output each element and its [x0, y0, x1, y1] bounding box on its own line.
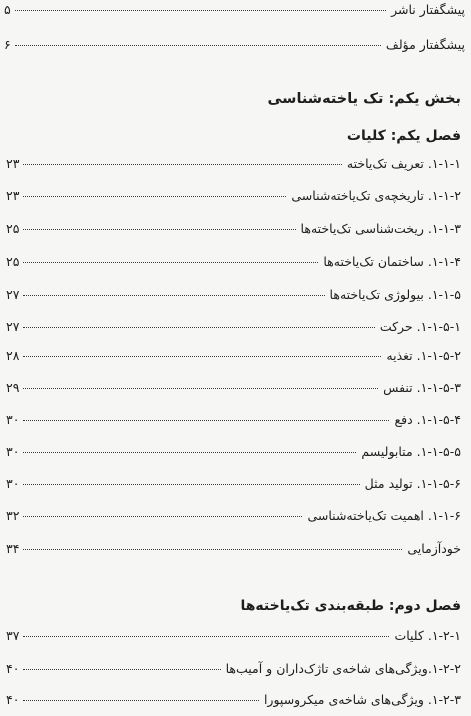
toc-entry-page: ۳۰ — [6, 476, 20, 491]
toc-entry-title: ۱-۱-۴. ساختمان تک‌یاخته‌ها — [323, 254, 461, 269]
toc-entry-title: ۱-۱-۶. اهمیت تک‌یاخته‌شناسی — [307, 508, 461, 523]
toc-entry-author-foreword[interactable] — [4, 37, 465, 53]
chapter-heading: فصل یکم: کلیات — [346, 128, 461, 144]
leader-dots — [23, 388, 378, 389]
toc-entry[interactable] — [6, 628, 461, 644]
toc-entry[interactable] — [6, 476, 461, 492]
part-heading: بخش یکم: تک یاخته‌شناسی — [267, 91, 461, 107]
toc-entry[interactable] — [6, 319, 461, 335]
leader-dots — [23, 516, 302, 517]
toc-entry-title: ۱-۱-۱. تعریف تک‌یاخته — [346, 156, 461, 171]
leader-dots — [23, 229, 295, 230]
toc-entry[interactable] — [6, 287, 461, 303]
toc-entry-title: ۱-۲-۲.ویژگی‌های شاخه‌ی تاژک‌داران و آمیب‌ها — [225, 661, 461, 676]
leader-dots — [23, 636, 389, 637]
toc-entry-page: ۶ — [4, 37, 11, 52]
toc-entry-title: ۱-۱-۵-۱. حرکت — [379, 319, 461, 334]
leader-dots — [23, 327, 374, 328]
toc-entry-page: ۳۷ — [6, 628, 20, 643]
toc-entry[interactable] — [6, 156, 461, 172]
toc-entry-title: ۱-۱-۲. تاریخچه‌ی تک‌یاخته‌شناسی — [291, 188, 461, 203]
toc-entry-page: ۳۰ — [6, 412, 20, 427]
toc-entry[interactable] — [6, 692, 461, 708]
leader-dots — [23, 549, 402, 550]
leader-dots — [23, 262, 318, 263]
toc-entry[interactable] — [6, 541, 461, 557]
toc-entry-page: ۲۵ — [6, 254, 20, 269]
toc-entry-page: ۴۰ — [6, 692, 20, 707]
toc-entry[interactable] — [6, 508, 461, 524]
toc-entry-title: ۱-۱-۳. ریخت‌شناسی تک‌یاخته‌ها — [300, 221, 461, 236]
toc-entry-title: ۱-۱-۵-۶. تولید مثل — [364, 476, 461, 491]
toc-entry-title: ۱-۱-۵-۵. متابولیسم — [361, 444, 461, 459]
leader-dots — [23, 484, 359, 485]
toc-entry-title: ۱-۲-۱. کلیات — [394, 628, 461, 643]
toc-entry-page: ۲۳ — [6, 156, 20, 171]
toc-entry-page: ۴۰ — [6, 661, 20, 676]
toc-entry-page: ۳۰ — [6, 444, 20, 459]
toc-entry-title: ۱-۱-۵. بیولوژی تک‌یاخته‌ها — [329, 287, 461, 302]
toc-entry[interactable] — [6, 661, 461, 677]
toc-entry[interactable] — [6, 348, 461, 364]
toc-entry[interactable] — [6, 221, 461, 237]
leader-dots — [15, 10, 386, 11]
toc-entry-page: ۲۷ — [6, 319, 20, 334]
toc-entry-title: ۱-۲-۳. ویژگی‌های شاخه‌ی میکروسپورا — [263, 692, 461, 707]
leader-dots — [23, 356, 381, 357]
toc-entry-page: ۲۷ — [6, 287, 20, 302]
toc-entry-page: ۲۳ — [6, 188, 20, 203]
toc-entry[interactable] — [6, 444, 461, 460]
toc-entry-publisher-foreword[interactable] — [4, 2, 465, 18]
toc-entry-title: پیشگفتار مؤلف — [385, 37, 465, 52]
toc-entry-page: ۵ — [4, 2, 11, 17]
leader-dots — [23, 164, 341, 165]
toc-entry-page: ۲۵ — [6, 221, 20, 236]
toc-entry-title: ۱-۱-۵-۳. تنفس — [383, 380, 461, 395]
toc-entry-title: ۱-۱-۵-۴. دفع — [394, 412, 461, 427]
toc-entry-page: ۲۸ — [6, 348, 20, 363]
toc-entry-title: خودآزمایی — [407, 541, 461, 556]
toc-entry[interactable] — [6, 412, 461, 428]
leader-dots — [23, 452, 356, 453]
leader-dots — [23, 196, 286, 197]
toc-entry[interactable] — [6, 254, 461, 270]
leader-dots — [15, 45, 381, 46]
toc-entry-title: ۱-۱-۵-۲. تغذیه — [386, 348, 461, 363]
toc-entry[interactable] — [6, 380, 461, 396]
leader-dots — [23, 669, 220, 670]
leader-dots — [23, 700, 259, 701]
leader-dots — [23, 295, 324, 296]
toc-entry-page: ۲۹ — [6, 380, 20, 395]
toc-entry-title: پیشگفتار ناشر — [391, 2, 465, 17]
toc-entry-page: ۳۴ — [6, 541, 20, 556]
toc-entry-page: ۳۲ — [6, 508, 20, 523]
leader-dots — [23, 420, 389, 421]
toc-entry[interactable] — [6, 188, 461, 204]
chapter-heading: فصل دوم: طبقه‌بندی تک‌یاخته‌ها — [240, 598, 461, 614]
